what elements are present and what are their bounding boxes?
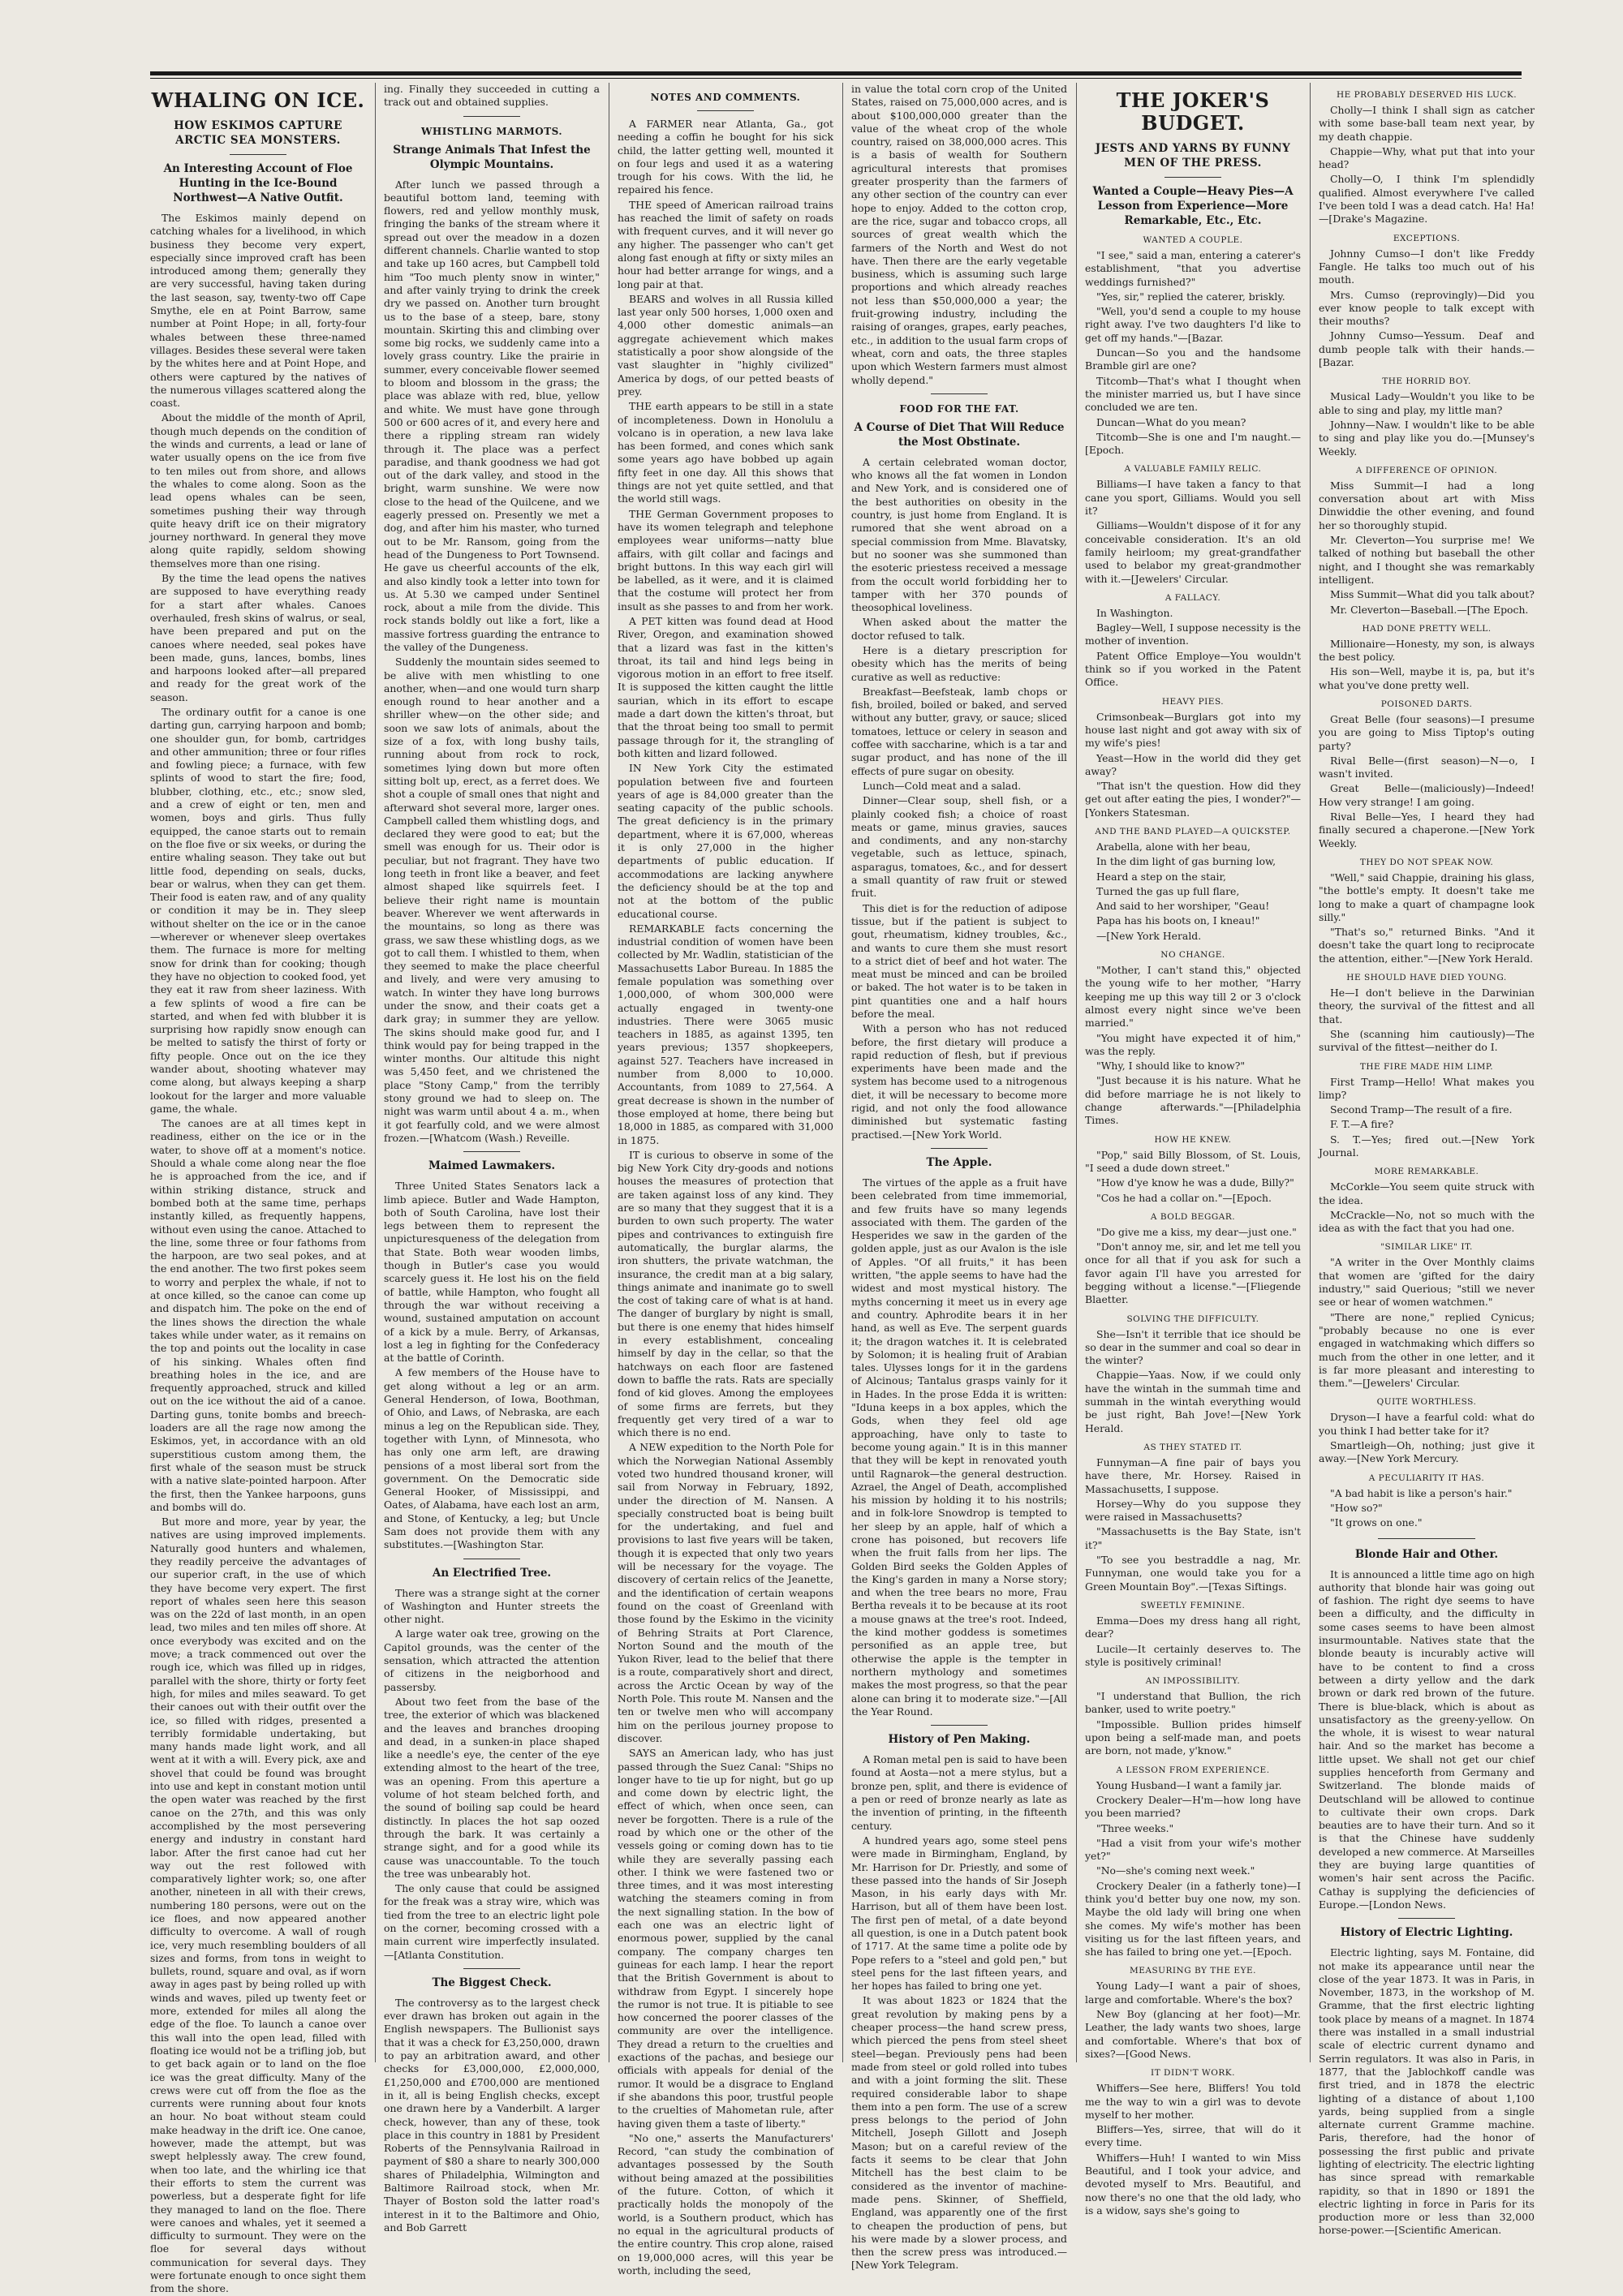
divider <box>931 393 988 394</box>
article-subhead-marmots: Strange Animals That Infest the Olympic Mountains. <box>393 143 591 171</box>
joke-paragraph: Cholly—I think I shall sign as catcher with some base-ball team next year, by my death chappie. <box>1319 104 1535 143</box>
joke-paragraph: Horsey—Why do you suppose they were raised in Massachusetts? <box>1085 1497 1301 1524</box>
paragraph: The controversy as to the largest check ever drawn has broken out again in the English newspapers. The Bullionist says that it was a check for £3,250,000, drawn to pay an arbitration award, and other checks for £3,000,000, £2,000,000, £1,250,000 and £700,000 are mentioned in it, all is being English checks, except one drawn here by a Vanderbilt. A larger check, however, than any of these, took place in this country in 1881 by President Roberts of the Pennsylvania Railroad in payment of $80 a share to nearly 300,000 shares of Philadelphia, Wilmington and Baltimore Railroad stock, when Mr. Thayer of Boston sold the latter road's interest in it to the Baltimore and Ohio, and Bob Garrett <box>384 1996 600 2234</box>
joke-heading: MEASURING BY THE EYE. <box>1129 1966 1257 1976</box>
column-divider <box>375 83 376 2062</box>
article-headline-whaling: HOW ESKIMOS CAPTURE ARCTIC SEA MONSTERS. <box>174 119 342 147</box>
paragraph: About two feet from the base of the tree, the exterior of which was blackened and the leaves and branches drooping and dead, in a sunken-in place shaped like a needle's eye, the center of the eye extending almost to the heart of the tree, was an opening. From this aperture a volume of hot steam belched forth, and the sound of boiling sap could be heard distinctly. In places the hot sap oozed through the bark. It was certainly a strange sight, and for a good while its cause was unaccountable. To the touch the tree was unbearably hot. <box>384 1695 600 1880</box>
article-headline-food: FOOD FOR THE FAT. <box>899 402 1019 415</box>
paragraph: A PET kitten was found dead at Hood River, Oregon, and examination showed that a lizard was fast in the kitten's throat, its tail and hind legs being in vigorous motion in an effort to free itself. It is supposed the kitten caught the little saurian, which in its effort to escape made a dart down the kitten's throat, but that the throat being too small to permit passage through for it, the strangling of both kitten and lizard followed. <box>618 614 833 759</box>
joke-paragraph: "How d'ye know he was a dude, Billy?" <box>1096 1176 1294 1189</box>
joke-heading: NO CHANGE. <box>1160 950 1225 961</box>
joke-paragraph: "Just because it is his nature. What he did before marriage he is not likely to change afterwards."—[Philadelphia Times. <box>1085 1074 1301 1127</box>
joke-paragraph: Emma—Does my dress hang all right, dear? <box>1085 1614 1301 1640</box>
joke-heading: HAD DONE PRETTY WELL. <box>1362 623 1492 634</box>
joke-list <box>1085 234 1301 2217</box>
joke-paragraph: "Well," said Chappie, draining his glass, "the bottle's empty. It doesn't take me long to make a quart of champagne look silly." <box>1319 871 1535 923</box>
paragraph: THE speed of American railroad trains has reached the limit of safety on roads with frequent curves, and it will never go any higher. The passenger who can't get along fast enough at fifty or sixty miles an hour had better arrange for wings, and a long pair at that. <box>618 198 833 290</box>
joke-paragraph: He—I don't believe in the Darwinian theory, the survival of the fittest and all that. <box>1319 987 1535 1025</box>
joke-paragraph: Arabella, alone with her beau, <box>1096 840 1251 853</box>
paragraph: A certain celebrated woman doctor, who knows all the fat women in London and New York, and is considered one of the best authorities on obesity in the country, is just home from England. It is rumored that she went abroad on a special commission from Mme. Blavatsky, but no sooner was she summoned than the esoteric priestess received a message from the occult world forbidding her to tamper with her 370 pounds of theosophical loveliness. <box>851 455 1067 614</box>
joke-paragraph: Turned the gas up full flare, <box>1096 884 1240 897</box>
paragraph: REMARKABLE facts concerning the industrial condition of women have been collected by Mr. Wadlin, statistician of the Massachusetts Labor Bureau. In 1885 the female population was something over 1,000,000, of whom 300,000 were actually engaged in twenty-one industries. There were 3065 music teachers in 1885, as against 1395, ten years previous; 1357 shopkeepers, against 527. Teachers have increased in number from 8,000 to 10,000. Accountants, from 1089 to 27,564. A great decrease is shown in the number of those employed at home, there being but 18,000 in 1885, as compared with 31,000 in 1875. <box>618 922 833 1146</box>
paragraph: Breakfast—Beefsteak, lamb chops or fish, broiled, boiled or baked, and served without any butter, gravy, or sauce; sliced tomatoes, lettuce or celery in season and coffee with saccharine, which is a tar and sugar product, and has none of the ill effects of pure sugar on obesity. <box>851 685 1067 777</box>
joke-paragraph: "Cos he had a collar on."—[Epoch. <box>1096 1191 1272 1204</box>
joke-paragraph: Musical Lady—Wouldn't you like to be able to sing and play, my little man? <box>1319 390 1535 416</box>
joke-paragraph: She (scanning him cautiously)—The survival of the fittest—neither do I. <box>1319 1027 1535 1054</box>
article-headline-apple: The Apple. <box>926 1155 992 1169</box>
divider <box>230 154 286 155</box>
joke-heading: AN IMPOSSIBILITY. <box>1145 1676 1241 1687</box>
divider <box>1165 177 1221 178</box>
article-headline-pen: History of Pen Making. <box>888 1733 1031 1747</box>
joke-paragraph: Mr. Cleverton—You surprise me! We talked of nothing but baseball the other night, and I thought she was remarkably intelligent. <box>1319 534 1535 586</box>
joke-heading: HEAVY PIES. <box>1161 696 1225 707</box>
joke-paragraph: Chappie—Yaas. Now, if we could only have the wintah in the summah time and summah in the wintah everything would be just right, Bah Jove!—[New York Herald. <box>1085 1369 1301 1434</box>
column-divider <box>842 83 843 2062</box>
top-rule-thin <box>150 78 1522 79</box>
joke-paragraph: And said to her worshiper, "Geau! <box>1096 900 1270 913</box>
joke-paragraph: F. T.—A fire? <box>1330 1118 1394 1131</box>
top-rule <box>150 71 1522 75</box>
joke-paragraph: Rival Belle—(first season)—N—o, I wasn't invited. <box>1319 754 1535 780</box>
paragraph: A hundred years ago, some steel pens were made in Birmingham, England, by Mr. Harrison for Dr. Priestly, and some of these passed into the hands of Sir Joseph Mason, in his early days with Mr. Harrison, but all of them have been lost. The first pen of metal, of a date beyond all question, is one in a Dutch patent book of 1717. At the same time a polite ode by Pope refers to a "steel and gold pen," but steel pens for the last fifteen years, and her hopes has failed to bring one yet. <box>851 1834 1067 1993</box>
joke-heading: HE SHOULD HAVE DIED YOUNG. <box>1346 973 1507 983</box>
joke-heading: A DIFFERENCE OF OPINION. <box>1355 465 1498 475</box>
joke-paragraph: Rival Belle—Yes, I heard they had finally secured a chaperone.—[New York Weekly. <box>1319 810 1535 849</box>
article-headline-lawmakers: Maimed Lawmakers. <box>428 1159 556 1173</box>
joke-paragraph: Crockery Dealer (in a fatherly tone)—I think you'd better buy one now, my son. Maybe the old lady will bring one when she comes. My wife's mother has been visiting us for the last fifteen years, and she has failed to bring one yet.—[Epoch. <box>1085 1879 1301 1958</box>
joke-paragraph: Gilliams—Wouldn't dispose of it for any conceivable consideration. It's an old family heirloom; my great-grandfather used to belabor my great-grandmother with it.—[Jewelers' Circular. <box>1085 519 1301 585</box>
joke-heading: QUITE WORTHLESS. <box>1376 1397 1477 1408</box>
joke-paragraph: "Why, I should like to know?" <box>1096 1060 1246 1073</box>
joke-paragraph: First Tramp—Hello! What makes you limp? <box>1319 1075 1535 1101</box>
joke-heading: THE HORRID BOY. <box>1382 376 1471 387</box>
divider <box>463 1968 520 1969</box>
joke-paragraph: Mrs. Cumso (reprovingly)—Did you ever know people to talk except with their mouths? <box>1319 288 1535 328</box>
continued-text: in value the total corn crop of the United States, raised on 75,000,000 acres, and is about $100,000,000 greater than the value of the wheat crop of the whole country, raised on 38,000,000 acres. This is a basis of wealth for Southern agricultural interests that promises greater prosperity than the farmers of any other section of the country can ever hope to enjoy. Added to the cotton crop, are the rice, sugar and tobacco crops, all sources of great wealth which the farmers of the North and West do not have. Then there are the early vegetable business, which is assuming such large proportions and which already reaches not less than $50,000,000 a year; the fruit-growing industry, including the raising of oranges, grapes, early peaches, etc., in addition to the usual farm crops of wheat, corn and oats, the three staples upon which Western farmers must almost wholly depend." <box>851 83 1067 386</box>
joke-paragraph: Crockery Dealer—H'm—how long have you been married? <box>1085 1793 1301 1820</box>
joke-heading: POISONED DARTS. <box>1380 699 1473 709</box>
paragraph: After lunch we passed through a beautiful bottom land, teeming with flowers, red and yellow monthly musk, fringing the banks of the stream where it spread out over the meadow in a dozen different channels. Charlie wanted to stop and take up 160 acres, but Campbell told him "Too much plenty snow in winter," and after vainly trying to drink the creek dry we passed on. Another turn brought us to the base of a steep, bare, stony mountain. Skirting this and climbing over some big rocks, we suddenly came into a lovely grass country. Like the prairie in summer, every conceivable flower seemed to bloom and blossom in the grass; the place was ablaze with red, blue, yellow and white. We must have gone through 500 or 600 acres of it, and every here and there a rippling stream ran widely through it. The place was a perfect paradise, and thank goodness we had got out of the dark valley, and stood in the bright, warm sunshine. We were now close to the head of the Quilcene, and we eagerly pressed on. Presently we met a dog, and after him his master, who turned out to be Mr. Ransom, going from the head of the Dungeness to Port Townsend. He gave us cheerful accounts of the elk, and also kindly took a letter into town for us. At 5.30 we camped under Sentinel rock, about a mile from the divide. This rock stands boldly out like a fort, like a massive fortress guarding the entrance to the valley of the Dungeness. <box>384 178 600 653</box>
column-6 <box>1319 83 1535 2237</box>
joke-paragraph: "Don't annoy me, sir, and let me tell you once for all that if you ask for such a favor again I'll have you arrested for begging without a license."—[Fliegende Blaetter. <box>1085 1240 1301 1306</box>
joke-heading: EXCEPTIONS. <box>1393 233 1461 243</box>
joke-heading: SWEETLY FEMININE. <box>1140 1600 1246 1610</box>
divider <box>697 110 754 111</box>
article-title-whaling: WHALING ON ICE. <box>151 88 365 112</box>
joke-paragraph: She—Isn't it terrible that ice should be so dear in the summer and coal so dear in the winter? <box>1085 1327 1301 1367</box>
article-headline-electric: History of Electric Lighting. <box>1340 1926 1513 1940</box>
joke-paragraph: "A writer in the Over Monthly claims that women are 'gifted for the dairy industry,'" said Querious; "still we never see or hear of women watchmen." <box>1319 1256 1535 1309</box>
joke-paragraph: Lucile—It certainly deserves to. The style is positively criminal! <box>1085 1642 1301 1668</box>
paragraph: When asked about the matter the doctor refused to talk. <box>851 616 1067 642</box>
column-divider <box>1076 83 1077 2062</box>
column-divider <box>1310 83 1311 2062</box>
paragraph: The only cause that could be assigned for the freak was a stray wire, which was tied from the tree to an electric light pole on the corner, becoming crossed with a main current wire imperfectly insulated.—[Atlanta Constitution. <box>384 1882 600 1961</box>
joke-paragraph: Millionaire—Honesty, my son, is always the best policy. <box>1319 637 1535 664</box>
paragraph: THE German Government proposes to have its women telegraph and telephone employees wear uniforms—natty blue affairs, with gilt collar and facings and bright buttons. In this way each girl will be labelled, as it were, and it is claimed that the costume will protect her from insult as she passes to and from her work. <box>618 507 834 613</box>
paragraph: Suddenly the mountain sides seemed to be alive with men whistling to one another, when—and one would turn sharp enough round to hear another and a shriller whew—on the other side; and soon we saw lots of animals, about the size of a fox, with long bushy tails, running about from rock to rock, sometimes lying down but more often sitting bolt up, erect, as a ferret does. We shot a couple of small ones that night and afterward shot several more, larger ones. Campbell called them whistling dogs, and declared they were good to eat; but the smell was enough for us. Their odor is peculiar, but not fragrant. They have two long teeth in front like a beaver, and feet almost shaped like squirrels feet. I believe their right name is mountain beaver. Wherever we went afterwards in the mountains, so long as there was grass, we saw these whistling dogs, as we got to call them. I whistled to them, when they seemed to make the place cheerful and lively, and were very amusing to watch. In winter they have long burrows under the snow, and their coats get a dark gray; in summer they are yellow. The skins should make good fur, and I think would pay for being trapped in the winter months. Our altitude this night was 5,450 feet, and we christened the place "Stony Camp," from the terribly stony ground we had to sleep on. The night was warm until about 4 a. m., when it got fearfully cold, and we were almost frozen.—[Whatcom (Wash.) Reveille. <box>384 656 600 1144</box>
joke-paragraph: McCrackle—No, not so much with the idea as with the fact that you had one. <box>1319 1208 1535 1235</box>
joke-paragraph: Funnyman—A fine pair of bays you have there, Mr. Horsey. Raised in Massachusetts, I suppose. <box>1085 1455 1301 1495</box>
joke-heading: "SIMILAR LIKE" IT. <box>1380 1242 1473 1253</box>
joke-paragraph: Duncan—What do you mean? <box>1096 415 1246 428</box>
paragraph: IN New York City the estimated population between five and fourteen years of age is 84,000 greater than the seating capacity of the public schools. The great deficiency is in the primary department, where it is 67,000, whereas it is only 27,000 in the higher departments of public education. If accommodations are lacking anywhere the deficiency should be at the top and not at the bottom of the public educational course. <box>618 762 833 920</box>
paragraph: The virtues of the apple as a fruit have been celebrated from time immemorial, and few fruits have so many legends associated with them. The garden of the Hesperides we saw in the garden of the golden apple, just as our Avalon is the isle of Apples. "Of all fruits," it has been written, "the apple seems to have had the widest and most mystical history. The myths concerning it meet us in every age and country. Aphrodite bears it in her hand, as well as Eve. The serpent guards it; the dragon watches it. It is celebrated by Solomon; it is healing fruit of Arabian tales. Ulysses longs for it in the gardens of Alcinous; Tantalus grasps vainly for it in Hades. In the prose Edda it is written: "Iduna keeps in a box apples, which the Gods, when they feel old age approaching, have only to taste to become young again." It is in this manner that they will be kept in renovated youth until Ragnarok—the general destruction. Azrael, the Angel of Death, accomplished his mission by holding it to his nostrils; and in folk-lore Snowdrop is tempted to her sleep by an apple, half of which a crone has poisoned, but recovers life when the fruit falls from her lips. The Golden Bird seeks the Golden Apples of the King's garden in many a Norse story; and when the tree bears no more, Frau Bertha reveals it to be because at its root a mouse gnaws at the tree's root. Indeed, the kind mother goddess is sometimes personified as an apple tree, but otherwise the apple is the tempter in northern mythology and sometimes makes the most progress, so that the pear alone can bring it to moderate size."—[All the Year Round. <box>851 1176 1067 1718</box>
article-subhead-whaling: An Interesting Account of Floe Hunting in the Ice-Bound Northwest—A Native Outfit. <box>163 162 353 204</box>
newspaper-page <box>150 71 1535 2295</box>
joke-paragraph: —[New York Herald. <box>1096 929 1202 942</box>
paragraph: Electric lighting, says M. Fontaine, did not make its appearance until near the close of the year 1873. It was in Paris, in November, 1873, in the workshop of M. Gramme, that the first electric lighting took place by means of a magnet. In 1874 there was installed in a small industrial scale of electric current dynamo and Serrin regulators. It was also in Paris, in 1877, that the Jablochkoff candle was first tried, and in 1878 the electric lighting of a distance of about 1,100 yards, being supplied from a single alternate current Gramme machine. Paris, therefore, had the honor of possessing the first public and private lighting of electricity. The electric lighting has since spread with remarkable rapidity, so that in 1890 or 1891 the electric lighting in force in Paris for its production more or less than 32,000 horse-power.—[Scientific American. <box>1319 1946 1535 2237</box>
joke-paragraph: "You might have expected it of him," was the reply. <box>1085 1031 1301 1057</box>
paragraph: But more and more, year by year, the natives are using improved implements. Naturally good hunters and whalemen, they readily perceive the advantages of our superior craft, in the use of which they have become very expert. The first report of whales seen here this season was on the 22d of last month, in an open lead, two miles and ten miles off shore. At once everybody was excited and on the move; a track commenced out over the rough ice, which was filled up in ridges, parallel with the shore, thirty or forty feet high, for miles and miles seaward. To get their canoes out with their outfit over the ice, so filled with ridges, presented a terribly formidable undertaking, but many hands made light work, and all went at it with a will. Every pick, axe and shovel that could be found was brought into use and kept in constant motion until the open water was reached by the first canoe on the 27th, and this was only accomplished by the most persevering energy and industry in constant hard labor. After the first canoe had cut her way out the rest followed with comparatively lighter work; so, one after another, nineteen in all with their crews, numbering 180 persons, were out on the ice floes, and now appeared another difficulty to overcome. A wall of rough ice, very much resembling boulders of all sizes and forms, from tons in weight to bullets, round, square and oval, as if worn away in ages past by being rolled up with winds and waves, piled up twenty feet or more, extended for miles all along the edge of the floe. To launch a canoe over this wall into the open lead, filled with floating ice would not be a trifling job, but to get back again or to land on the floe ice was the great difficulty. Many of the crews were cut off from the floe as the currents were running about four knots an hour. No boat without steam could make headway in the drift ice. One canoe, however, made the attempt, but was swept helplessly away. The crew found, when too late, and the whirling ice that their efforts to stem the current was powerless, but a desperate fight for life they managed to land on the floe. There were canoes and whales, yet it seemed a difficulty to surmount. They were on the floe for several days without communication for several days. They were fortunate enough to once sight them from the shore. <box>150 1516 366 2295</box>
joke-paragraph: Chappie—Why, what put that into your head? <box>1319 144 1535 171</box>
joke-paragraph: "Three weeks." <box>1096 1821 1174 1834</box>
joke-list <box>1319 89 1535 1530</box>
joke-paragraph: S. T.—Yes; fired out.—[New York Journal. <box>1319 1133 1535 1159</box>
article-title-jokers: THE JOKER'S BUDGET. <box>1116 88 1270 135</box>
joke-paragraph: Cholly—O, I think I'm splendidly qualified. Almost everywhere I've called I've been told I was a dead catch. Ha! Ha!—[Drake's Magazine. <box>1319 173 1535 226</box>
joke-paragraph: "Pop," said Billy Blossom, of St. Louis, "I seed a dude down street." <box>1085 1148 1301 1174</box>
paragraph: Three United States Senators lack a limb apiece. Butler and Wade Hampton, both of South Carolina, have lost their legs between them to represent the unpicturesqueness of the delegation from that State. Both wear wooden limbs, though in Butler's case you would scarcely guess it. He lost his on the field of battle, while Hampton, who fought all through the war without receiving a wound, sustained amputation on account of a kick by a mule. Berry, of Arkansas, lost a leg in fighting for the Confederacy at the battle of Corinth. <box>384 1180 600 1365</box>
joke-paragraph: Titcomb—That's what I thought when the minister married us, but I have since concluded we are ten. <box>1085 374 1301 414</box>
paragraph: A large water oak tree, growing on the Capitol grounds, was the center of the sensation, which attracted the attention of citizens in the neigborhood and passersby. <box>384 1627 600 1693</box>
divider <box>931 1725 988 1726</box>
article-subhead-jokers: Wanted a Couple—Heavy Pies—A Lesson from Experience—More Remarkable, Etc., Etc. <box>1092 185 1294 227</box>
joke-paragraph: Heard a step on the stair, <box>1096 870 1226 883</box>
paragraph: The ordinary outfit for a canoe is one darting gun, carrying harpoon and bomb; one shoulder gun, for bomb, cartridges and other ammunition; three or four rifles and fowling piece; a furnace, with few splints of wood to start the fire; food, blubber, clothing, etc., etc.; snow sled, and a crew of eight or ten, men and women, boys and girls. Thus fully equipped, the canoe starts out to remain on the floe five or six weeks, or during the entire whaling season. They take out but little food, depending on seals, ducks, bear or walrus, when they can get them. Their food is eaten raw, and of any quality or condition it may be in. They sleep without shelter on the ice or in the canoe—wherever or whenever sleep overtakes them. The furnace is more for melting snow for drink than for cooking; though they have no objection to cooked food, yet they eat it raw from sheer laziness. With a few splints of wood a fire can be started, and when fed with blubber it is surprising how rapidly snow enough can be melted to satisfy the thirst of forty or fifty people. Once out on the ice they wander about, shooting whatever may come along, but always keeping a sharp lookout for the larger and more valuable game, the whale. <box>150 705 366 1115</box>
joke-paragraph: Miss Summit—I had a long conversation about art with Miss Dinwiddie the other evening, and found her so thoroughly stupid. <box>1319 479 1535 531</box>
joke-paragraph: Papa has his boots on, I kneau!" <box>1096 914 1260 927</box>
joke-paragraph: His son—Well, maybe it is, pa, but it's what you've done pretty well. <box>1319 665 1535 691</box>
joke-paragraph: Whiffers—See here, Bliffers! You told me the way to win a girl was to devote myself to her mother. <box>1085 2082 1301 2121</box>
article-headline-tree: An Electrified Tree. <box>432 1566 552 1580</box>
article-headline-blonde: Blonde Hair and Other. <box>1354 1547 1499 1561</box>
paragraph: A few members of the House have to get along without a leg or an arm. General Henderson, of Iowa, Boothman, of Ohio, and Laws, of Nebraska, are each minus a leg on the Republican side. They, together with Lynn, of Minnesota, who has only one arm left, are drawing pensions of a most liberal sort from the government. On the Democratic side General Hooker, of Mississippi, and Oates, of Alabama, have each lost an arm, and Stone, of Kentucky, a leg; but Uncle Sam does not provide them with any substitutes.—[Washington Star. <box>384 1366 600 1551</box>
divider <box>1398 1918 1455 1919</box>
article-subhead-food: A Course of Diet That Will Reduce the Most Obstinate. <box>854 420 1065 449</box>
joke-heading: A BOLD BEGGAR. <box>1150 1211 1236 1222</box>
joke-heading: A LESSON FROM EXPERIENCE. <box>1116 1765 1270 1775</box>
paragraph: There was a strange sight at the corner of Washington and Hunter streets the other night. <box>384 1586 600 1626</box>
joke-heading: IT DIDN'T WORK. <box>1151 2068 1235 2079</box>
paragraph: "No one," asserts the Manufacturers' Record, "can study the combination of advantages possessed by the South without being amazed at the possibilities of the future. Cotton, of which it practically holds the monopoly of the world, is a Southern product, which has no equal in the agricultural products of the entire country. This crop alone, raised on 19,000,000 acres, will this year be worth, including the seed, <box>618 2131 833 2277</box>
joke-paragraph: Great Belle—(maliciously)—Indeed! How very strange! I am going. <box>1319 782 1535 808</box>
joke-paragraph: Mr. Cleverton—Baseball.—[The Epoch. <box>1330 603 1529 616</box>
joke-heading: AS THEY STATED IT. <box>1143 1442 1242 1452</box>
article-headline-marmots: WHISTLING MARMOTS. <box>420 125 563 137</box>
paragraph: A NEW expedition to the North Pole for which the Norwegian National Assembly voted two hundred thousand kroner, will sail from Norway in February, 1892, under the direction of M. Nansen. A specially constructed boat is being built for the undertaking, and fuel and provisions to last five years will be taken, though it is expected that only two years will be necessary for the voyage. The discovery of certain relics of the Jeanette, and the identification of certain weapons found on the coast of Greenland with those found by the Eskimo in the vicinity of Behring Straits at Port Clarence, Norton Sound and the mouth of the Yukon River, lead to the belief that there is a route, comparatively short and direct, across the Arctic Ocean by way of the North Pole. This route M. Nansen and the ten or twelve men who will accompany him on the perilous journey propose to discover. <box>618 1441 833 1744</box>
joke-paragraph: Patent Office Employe—You wouldn't think so if you worked in the Patent Office. <box>1085 649 1301 689</box>
joke-paragraph: Miss Summit—What did you talk about? <box>1330 588 1535 601</box>
joke-paragraph: Young Husband—I want a family jar. <box>1096 1778 1282 1791</box>
joke-paragraph: Whiffers—Huh! I wanted to win Miss Beautiful, and I took your advice, and devoted myself to Mrs. Beautiful, and now there's no one that the old lady, who is a widow, says she's going to <box>1085 2151 1301 2216</box>
paragraph: SAYS an American lady, who has just passed through the Suez Canal: "Ships no longer have to tie up for night, but go up and come down by electric light, the effect of which, when once seen, can never be forgotten. There is a rule of the road by which one or the other of the vessels going or coming down has to tie while they are severally passing each other. I think we were fastened two or three times, and it was most interesting watching the steamers coming in from the next signalling station. In the bow of each one was an electric light of enormous power, supplied by the canal company. The company charges ten guineas for each lamp. I hear the report that the British Government is about to withdraw from Egypt. I sincerely hope the rumor is not true. It is pitiable to see how concerned the poorer classes of the community are over the intelligence. They dread a return to the cruelties and exactions of the pachas, and besiege our officials with appeals for denial of the rumor. It would be a disgrace to England if she abandons this poor, trustful people to the cruelties of Mahometan rule, after having given them a taste of liberty." <box>618 1747 833 2130</box>
joke-paragraph: "Mother, I can't stand this," objected the young wife to her mother, "Harry keeping me up this way till 2 or 3 o'clock almost every night since we've been married." <box>1085 964 1301 1030</box>
paragraph: Dinner—Clear soup, shell fish, or a plainly cooked fish; a choice of roast meats or game, minus gravies, sauces and condiments, and any non-starchy vegetable, such as lettuce, spinach, asparagus, tomatoes, &c., and for dessert a small quantity of raw fruit or stewed fruit. <box>851 794 1067 900</box>
paragraph: This diet is for the reduction of adipose tissue, but if the patient is subject to gout, rheumatism, kidney troubles, &c., and wants to cure them she must resort to a strict diet of beef and hot water. The meat must be minced and can be broiled or baked. The hot water is to be taken in pint quantities one and a half hours before the meal. <box>851 901 1067 1020</box>
joke-paragraph: Yeast—How in the world did they get away? <box>1085 751 1301 777</box>
article-headline-check: The Biggest Check. <box>432 1976 552 1989</box>
joke-paragraph: "There are none," replied Cynicus; "probably because no one is ever engaged in watchmaking which differs so much from the other in one letter, and it is far more pleasant and interesting to them."—[Jewelers' Circular. <box>1319 1310 1535 1390</box>
joke-paragraph: Duncan—So you and the handsome Bramble girl are one? <box>1085 346 1301 372</box>
joke-paragraph: Titcomb—She is one and I'm naught.—[Epoch. <box>1085 430 1301 457</box>
paragraph: With a person who has not reduced before, the first dietary will produce a rapid reduction of flesh, but if previous experiments have been made and the system has become used to a nitrogenous diet, it will be necessary to become more rigid, and not only the food allowance diminished but systematic fasting practised.—[New York World. <box>851 1022 1067 1141</box>
paragraph: It was about 1823 or 1824 that the great revolution by making pens by a cheaper process—the hand screw press, which pierced the pens from steel sheet steel—began. Previously pens had been made from steel or gold rolled into tubes and with a joint forming the slit. These required considerable labor to shape them into a pen form. The use of a screw press belongs to the period of John Mitchell, Joseph Gillott and Joseph Mason; but on a careful review of the facts it seems to be clear that John Mitchell has the best claim to be considered as the inventor of machine-made pens. Skinner, of Sheffield, England, was apparently one of the first to cheapen the production of pens, but his were made by a slower process, and then the screw press was introduced.—[New York Telegram. <box>851 1994 1067 2272</box>
divider <box>463 1151 520 1152</box>
joke-paragraph: "No—she's coming next week." <box>1096 1864 1255 1877</box>
joke-heading: A FALLACY. <box>1165 592 1221 603</box>
joke-paragraph: Crimsonbeak—Burglars got into my house last night and got away with six of my wife's pies! <box>1085 710 1301 750</box>
column-1 <box>150 83 366 2295</box>
joke-paragraph: "A bad habit is like a person's hair." <box>1330 1486 1513 1499</box>
joke-paragraph: "Well, you'd send a couple to my house right away. I've two daughters I'd like to get off my hands."—[Bazar. <box>1085 305 1301 344</box>
continued-text: ing. Finally they succeeded in cutting a track out and obtained supplies. <box>384 83 600 109</box>
joke-paragraph: Smartleigh—Oh, nothing; just give it away.—[New York Mercury. <box>1319 1439 1535 1465</box>
paragraph: By the time the lead opens the natives are supposed to have everything ready for a start after whales. Canoes overhauled, fresh skins of walrus, or seal, have been prepared and put on the canoes where needed, seal pokes have been made, guns, lances, bombs, lines and harpoons looked after—all prepared and ready for the great work of the season. <box>150 572 366 703</box>
joke-paragraph: New Boy (glancing at her foot)—Mr. Leather, the lady wants two shoes, large and comfortable. Where's that box of sixes?—[Good News. <box>1085 2008 1301 2060</box>
joke-paragraph: Johnny Cumso—Yessum. Deaf and dumb people talk with their hands.—[Bazar. <box>1319 329 1535 369</box>
joke-paragraph: In Washington. <box>1096 606 1173 619</box>
paragraph: THE earth appears to be still in a state of incompleteness. Down in Honolulu a volcano is in operation, a new lava lake has been formed, and cones which sank some years ago have bobbed up again fifty feet in one day. All this shows that things are not yet quite settled, and that the world still wags. <box>618 400 833 505</box>
divider <box>463 116 520 117</box>
joke-paragraph: "Yes, sir," replied the caterer, briskly. <box>1096 290 1285 303</box>
joke-heading: A PECULIARITY IT HAS. <box>1368 1473 1485 1483</box>
joke-paragraph: Second Tramp—The result of a fire. <box>1330 1103 1513 1116</box>
divider <box>1378 1538 1475 1539</box>
joke-paragraph: "Had a visit from your wife's mother yet?" <box>1085 1836 1301 1863</box>
joke-heading: MORE REMARKABLE. <box>1374 1167 1479 1177</box>
joke-paragraph: "I understand that Bullion, the rich banker, used to write poetry." <box>1085 1690 1301 1716</box>
paragraph: The canoes are at all times kept in readiness, either on the ice or in the water, to shove off at a moment's notice. Should a whale come along near the floe he is approached from the ice, and if within striking distance, struck and bombed both at the same time, perhaps instantly killed, as frequently happens, without even using the canoe. Attached to the line, some three or four fathoms from the harpoon, are two seal pokes, and at the end another. The two first pokes seem to worry and perplex the whale, if not to at once killed, so the canoe can come up and dispatch him. The poke on the end of the lines shows the direction the whale takes while under water, as it remains on the top and points out the locality in case of his sinking. Whales often find breathing holes in the ice, and are frequently approached, struck and killed out on the ice without the aid of a canoe. Darting guns, tonite bombs and breech-loaders are all the rage now among the Eskimos, yet, in accordance with an old superstitious custom among them, the first whale of the season must be struck with a native slate-pointed harpoon. After the first, then the Yankee harpoons, guns and bombs will do. <box>150 1117 366 1513</box>
joke-heading: THEY DO NOT SPEAK NOW. <box>1359 857 1494 867</box>
joke-paragraph: "Do give me a kiss, my dear—just one." <box>1096 1225 1297 1238</box>
joke-paragraph: In the dim light of gas burning low, <box>1096 855 1276 868</box>
paragraph: Here is a dietary prescription for obesity which has the merits of being curative as well as reductive: <box>851 643 1067 683</box>
joke-heading: WANTED A COUPLE. <box>1143 235 1243 245</box>
joke-paragraph: "To see you bestraddle a nag, Mr. Funnyman, one would take you for a Green Mountain Boy".—[Texas Siftings. <box>1085 1554 1301 1593</box>
paragraph: IT is curious to observe in some of the big New York City dry-goods and notions houses the measures of protection that are taken against loss of any kind. They are so many that they suggest that it is a burden to own such property. The water pipes and contrivances to extinguish fire automatically, the burglar alarms, the iron shutters, the private watchman, the insurance, the credit man at a big salary, things animate and inanimate go to swell the cost of taking care of what is at hand. The danger of burglary by night is small, but there is one enemy that hides himself in every establishment, concealing himself by day in the cellar, so that the hatchways on each floor are fastened down to baffle the rats. Rats are specially fond of kid gloves. Among the employees of some firms are ferrets, but they frequently get very tired of a war to which there is no end. <box>618 1148 833 1439</box>
joke-heading: HOW HE KNEW. <box>1154 1134 1232 1145</box>
paragraph: A Roman metal pen is said to have been found at Aosta—not a mere stylus, but a bronze pen, split, and there is evidence of a pen or reed of bronze nearly as late as the invention of printing, in the fifteenth century. <box>851 1753 1067 1832</box>
joke-heading: SOLVING THE DIFFICULTY. <box>1126 1314 1259 1324</box>
joke-paragraph: Great Belle (four seasons)—I presume you are going to Miss Tiptop's outing party? <box>1319 712 1535 752</box>
joke-paragraph: Johnny—Naw. I wouldn't like to be able to sing and play like you do.—[Munsey's Weekly. <box>1319 418 1535 458</box>
joke-paragraph: Bliffers—Yes, sirree, that will do it every time. <box>1085 2123 1301 2149</box>
column-3 <box>618 83 834 2277</box>
joke-paragraph: McCorkle—You seem quite struck with the idea. <box>1319 1180 1535 1206</box>
joke-paragraph: Bagley—Well, I suppose necessity is the mother of invention. <box>1085 621 1301 647</box>
column-4 <box>851 83 1067 2272</box>
column-5 <box>1085 83 1301 2216</box>
paragraph: About the middle of the month of April, though much depends on the condition of the winds and currents, a lead or lane of water usually opens on the ice from five to ten miles out from shore, and allows the whales to come along. Soon as the lead opens whales can be seen, sometimes pushing their way through quite heavy drift ice on their migratory journey northward. In general they move along quite rapidly, seldom showing themselves more than one rising. <box>150 411 366 570</box>
joke-paragraph: "That isn't the question. How did they get out after eating the pies, I wonder?"—[Yonkers Statesman. <box>1085 780 1301 819</box>
joke-paragraph: "I see," said a man, entering a caterer's establishment, "that you advertise weddings furnished?" <box>1085 249 1301 288</box>
column-2 <box>384 83 600 2234</box>
joke-paragraph: "That's so," returned Binks. "And it doesn't take the quart long to reciprocate the attention, either."—[New York Herald. <box>1319 926 1535 965</box>
joke-paragraph: "Impossible. Bullion prides himself upon being a self-made man, and poets are born, not made, y'know." <box>1085 1718 1301 1757</box>
article-headline-jokers: JESTS AND YARNS BY FUNNY MEN OF THE PRESS. <box>1095 142 1291 170</box>
article-headline-notes: NOTES AND COMMENTS. <box>650 92 801 103</box>
divider <box>931 1148 988 1149</box>
paragraph: The Eskimos mainly depend on catching whales for a livelihood, in which business they become very expert, especially since improved craft has been introduced among them; generally they are very successful, having taken during the last season, say, twenty-two off Cape Smythe, ele en at Point Barrow, same number at Point Hope; in all, forty-four whales between these three-named villages. Besides these several were taken by the whites here and at Point Hope, and others were captured by the natives of the numerous villages scattered along the coast. <box>150 212 366 410</box>
joke-heading: HE PROBABLY DESERVED HIS LUCK. <box>1336 90 1518 100</box>
paragraph: A FARMER near Atlanta, Ga., got needing a coffin he bought for his sick child, the latter getting well, mounted it on four legs and used it as a watering trough for his cows. With the lid, he repaired his fence. <box>618 118 833 196</box>
joke-paragraph: Dryson—I have a fearful cold: what do you think I had better take for it? <box>1319 1411 1535 1437</box>
joke-heading: AND THE BAND PLAYED—A QUICKSTEP. <box>1095 826 1291 836</box>
paragraph: It is announced a little time ago on high authority that blonde hair was going out of fashion. The right dye seems to have been a difficulty, and the difficulty in some cases seems to have been almost insurmountable. Natives state that the blonde beauty is incurably active will have to be content to find a cross between a dirty yellow and the dark brown or dark red brown of the future. There is blue-black, which is about as unsatisfactory as the greeny-yellow. On the whole, it is wisest to wear natural hair. And so the market has become a little upset. We shall not get our chief supplies henceforth from Germany and Switzerland. The blonde maids of Deutschland will be allowed to continue to cultivate their own crops. Dark beauties are to have their turn. And so it is that the Chinese have suddenly developed a new commerce. At Marseilles they are buying large quantities of women's hair sent across the Pacific. Cathay is supplying the deficiencies of Europe.—[London News. <box>1319 1567 1535 1911</box>
joke-paragraph: Johnny Cumso—I don't like Freddy Fangle. He talks too much out of his mouth. <box>1319 247 1535 286</box>
paragraph: Lunch—Cold meat and a salad. <box>863 779 1022 792</box>
paragraph: BEARS and wolves in all Russia killed last year only 500 horses, 1,000 oxen and 4,000 other domestic animals—an aggregate achievement which makes statistically a poor show alongside of the vast slaughter in "highly civilized" America by dogs, of our petted beasts of prey. <box>618 292 833 398</box>
joke-heading: THE FIRE MADE HIM LIMP. <box>1359 1061 1494 1072</box>
joke-paragraph: Young Lady—I want a pair of shoes, large and comfortable. Where's the box? <box>1085 1980 1301 2006</box>
joke-heading: A VALUABLE FAMILY RELIC. <box>1124 464 1262 475</box>
joke-paragraph: "Massachusetts is the Bay State, isn't it?" <box>1085 1525 1301 1551</box>
joke-paragraph: "How so?" <box>1330 1501 1383 1514</box>
joke-paragraph: "It grows on one." <box>1330 1516 1423 1529</box>
joke-paragraph: Billiams—I have taken a fancy to that cane you sport, Gilliams. Would you sell it? <box>1085 478 1301 518</box>
